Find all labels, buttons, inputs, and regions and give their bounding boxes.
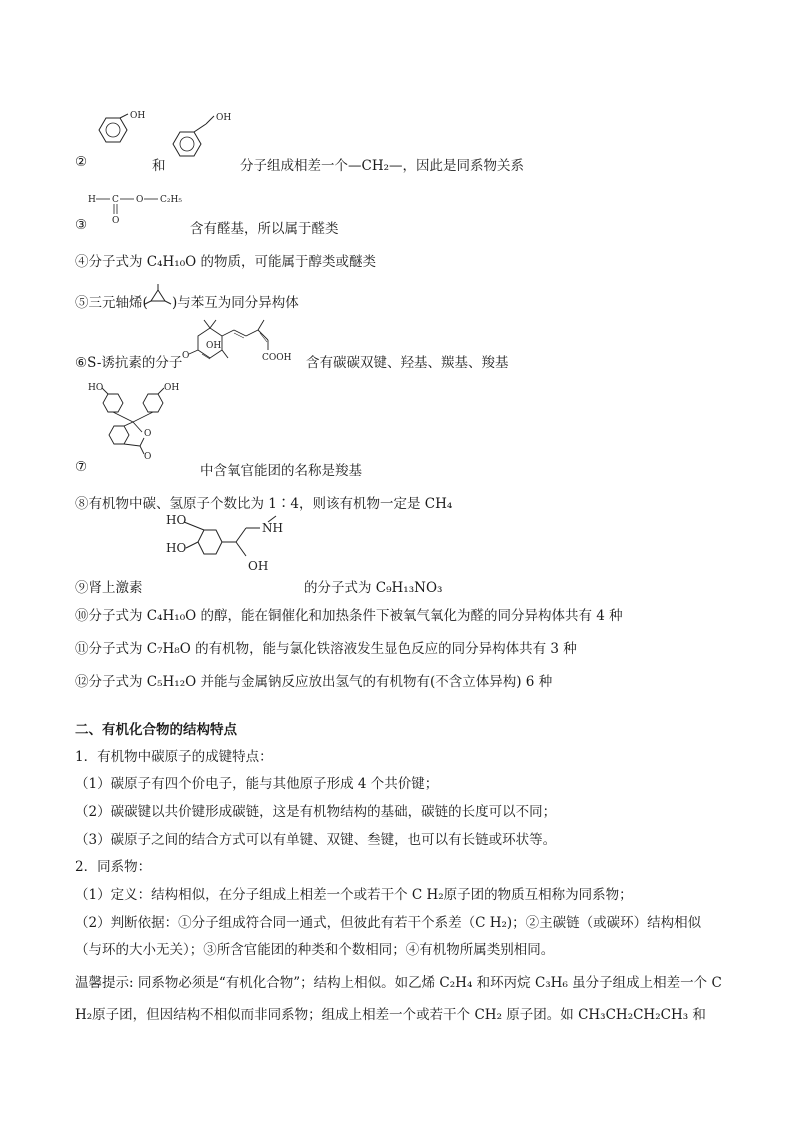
benzyl-alcohol-structure (170, 110, 250, 160)
ethyl-label: C₂H₅ (160, 195, 182, 205)
item-8: ⑧有机物中碳、氢原子个数比为 1∶4，则该有机物一定是 CH₄ (75, 496, 453, 512)
paragraph: （1）定义：结构相似，在分子组成上相差一个或若干个 C H₂原子团的物质互相称为同系物； (75, 887, 633, 903)
h-label: H (88, 195, 96, 205)
item-2-num: ② (75, 154, 88, 170)
item-7-text: 中含氧官能团的名称是羧基 (200, 463, 362, 479)
item-2-text: 分子组成相差一个—CH₂—，因此是同系物关系 (240, 158, 525, 174)
nh-label: NH (262, 521, 283, 535)
ho-label: HO (88, 383, 104, 393)
paragraph: 1．有机物中碳原子的成键特点： (75, 749, 273, 765)
item-6-pre: ⑥S-诱抗素的分子 (75, 355, 183, 371)
abscisic-acid-structure (182, 316, 306, 372)
phenol-structure (88, 110, 158, 160)
section-heading: 二、有机化合物的结构特点 (75, 722, 237, 738)
item-9-pre: ⑨肾上激素 (75, 580, 143, 596)
oh-label: OH (248, 559, 269, 573)
phenolphthalein-structure (86, 380, 196, 460)
ethyl-formate-structure (86, 190, 196, 228)
radialene-structure (144, 284, 172, 308)
item-12: ⑫分子式为 C₅H₁₂O 并能与金属钠反应放出氢气的有机物有(不含立体异构) 6 种 (75, 674, 553, 690)
adrenaline-structure (164, 512, 304, 584)
ho-label: HO (166, 541, 187, 555)
paragraph: （3）碳原子之间的结合方式可以有单键、双键、叁键，也可以有长链或环状等。 (75, 832, 557, 848)
item-10: ⑩分子式为 C₄H₁₀O 的醇，能在铜催化和加热条件下被氧气氧化为醛的同分异构体共有 4 种 (75, 608, 623, 624)
paragraph: 2．同系物： (75, 859, 152, 875)
cooh-label: COOH (262, 353, 292, 363)
item-5-post: )与苯互为同分异构体 (172, 295, 299, 311)
paragraph: （与环的大小无关）；③所含官能团的种类和个数相同；④有机物所属类别相同。 (75, 942, 555, 958)
item-11: ⑪分子式为 C₇H₈O 的有机物，能与氯化铁溶液发生显色反应的同分异构体共有 3 种 (75, 641, 577, 657)
tip-text: H₂原子团，但因结构不相似而非同系物；组成上相差一个或若干个 CH₂ 原子团。如 CH₃CH₂CH₂CH₃ 和 (75, 1007, 706, 1023)
item-3-num: ③ (75, 217, 88, 233)
o-label: O (144, 429, 152, 439)
oh-label: OH (216, 113, 232, 123)
paragraph: （2）碳碳键以共价键形成碳链，这是有机物结构的基础，碳链的长度可以不同； (75, 804, 557, 820)
item-3-text: 含有醛基，所以属于醛类 (190, 221, 339, 237)
o-label: O (182, 351, 190, 361)
item-7-num: ⑦ (75, 459, 88, 475)
o-label: O (136, 195, 144, 205)
oh-label: OH (164, 383, 180, 393)
ho-label: HO (166, 513, 187, 527)
item-5-pre: ⑤三元轴烯( (75, 295, 148, 311)
item-9-post: 的分子式为 C₉H₁₃NO₃ (304, 580, 443, 596)
tip-text: 温馨提示: 同系物必须是“有机化合物”；结构上相似。如乙烯 C₂H₄ 和环丙烷 C₃H₆ 虽分子组成上相差一个 C (75, 975, 722, 991)
c-label: C (112, 195, 119, 205)
o-label: O (112, 216, 120, 226)
item-2-and: 和 (152, 158, 166, 174)
oh-label: OH (130, 111, 146, 121)
oh-label: OH (206, 341, 222, 351)
o-label: O (144, 452, 152, 460)
item-4: ④分子式为 C₄H₁₀O 的物质，可能属于醇类或醚类 (75, 254, 376, 270)
paragraph: （1）碳原子有四个价电子，能与其他原子形成 4 个共价键； (75, 776, 439, 792)
paragraph: （2）判断依据：①分子组成符合同一通式，但彼此有若干个系差（C H₂)；②主碳链（或碳环）结构相似 (75, 915, 702, 931)
item-6-post: 含有碳碳双键、羟基、羰基、羧基 (306, 355, 509, 371)
